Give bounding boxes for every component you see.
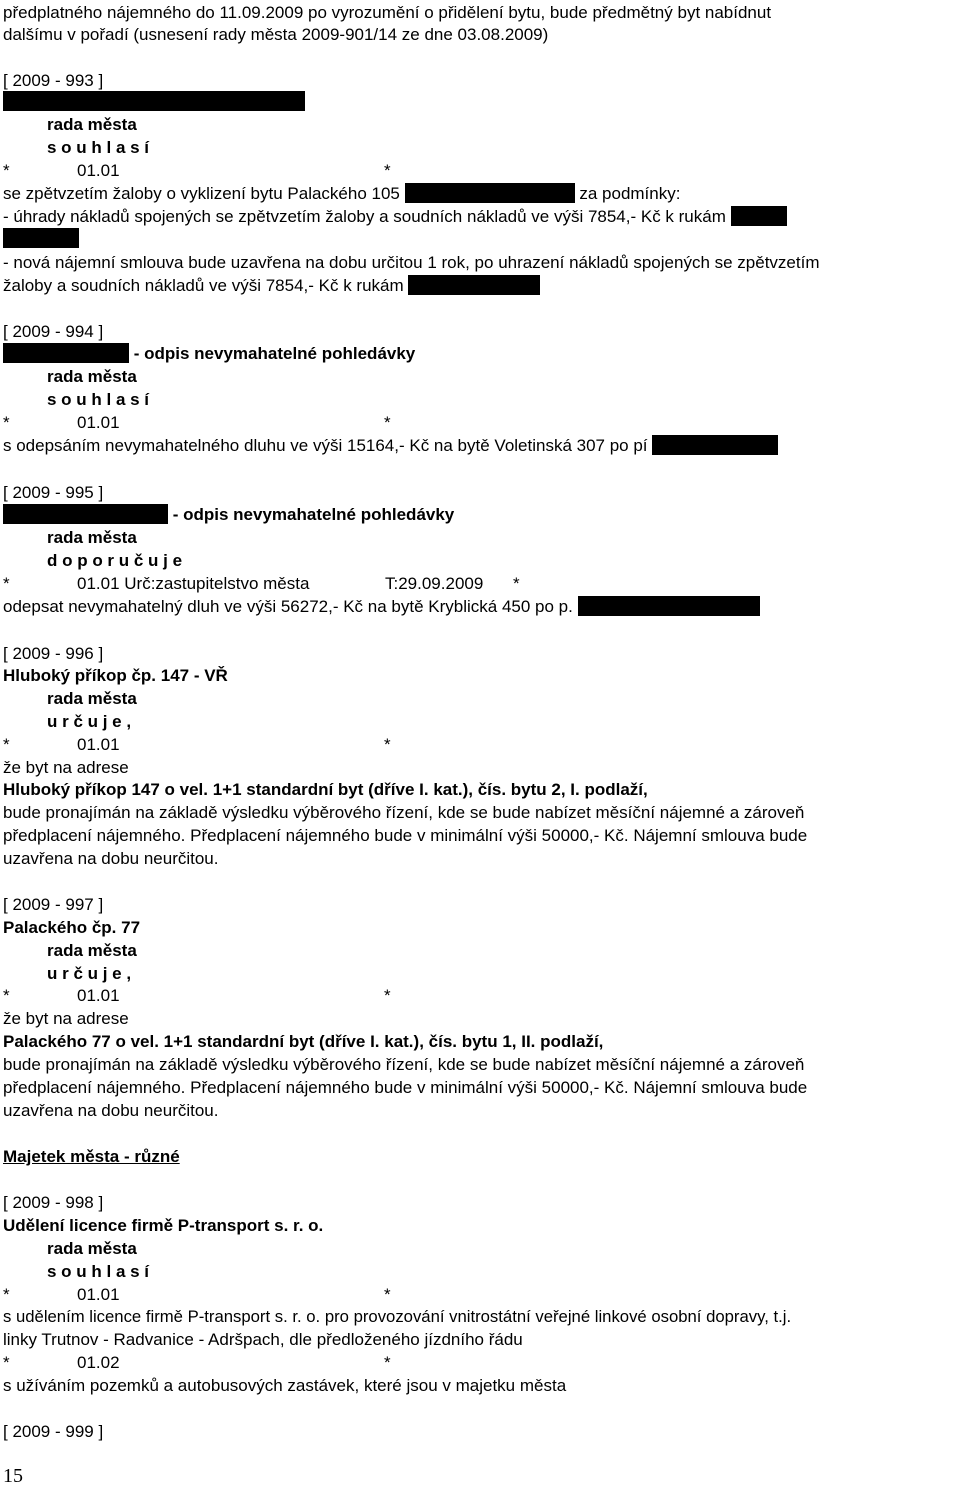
resolution-id: [ 2009 - 993 ] — [3, 71, 104, 90]
resolution-title: Palackého čp. 77 — [3, 918, 141, 937]
redacted-block — [3, 228, 79, 250]
text-line: bude pronajímán na základě výsledku výběrového řízení, kde se bude nabízet měsíční nájemné a zároveň — [3, 803, 805, 822]
text-line: předplacení nájemného. Předplacení nájemného bude v minimální výši 50000,- Kč. Nájemní smlouva bude — [3, 1078, 808, 1097]
text-line: s odepsáním nevymahatelného dluhu ve výši 15164,- Kč na bytě Voletinská 307 po pí — [3, 435, 778, 457]
text-line: bude pronajímán na základě výsledku výběrového řízení, kde se bude nabízet měsíční nájemné a zároveň — [3, 1055, 805, 1074]
text-line: uzavřena na dobu neurčitou. — [3, 849, 219, 868]
council-label: rada města — [47, 1239, 137, 1258]
resolution-id: [ 2009 - 996 ] — [3, 644, 104, 663]
redacted-block — [652, 435, 778, 455]
section-heading: Majetek města - různé — [3, 1147, 180, 1166]
resolution-title: - odpis nevymahatelné pohledávky — [3, 504, 454, 526]
text-line: předplatného nájemného do 11.09.2009 po vyrozumění o přidělení bytu, bude předmětný byt nabídnut — [3, 3, 772, 22]
text-line: se zpětvzetím žaloby o vyklizení bytu Palackého 105 za podmínky: — [3, 184, 681, 203]
resolution-verb: u r č u j e , — [47, 964, 132, 983]
redacted-block — [3, 91, 305, 113]
resolution-verb: s o u h l a s í — [47, 1262, 150, 1281]
resolution-verb: u r č u j e , — [47, 712, 132, 731]
resolution-id: [ 2009 - 998 ] — [3, 1193, 104, 1212]
resolution-id: [ 2009 - 997 ] — [3, 895, 104, 914]
redacted-block — [731, 206, 787, 226]
council-label: rada města — [47, 528, 137, 547]
text-line: dalšímu v pořadí (usnesení rady města 2009-901/14 ze dne 03.08.2009) — [3, 25, 549, 44]
council-label: rada města — [47, 689, 137, 708]
resolution-title: - odpis nevymahatelné pohledávky — [3, 343, 415, 365]
text-line: Hluboký příkop 147 o vel. 1+1 standardní byt (dříve I. kat.), čís. bytu 2, I. podlaží, — [3, 780, 648, 799]
text-line: odepsat nevymahatelný dluh ve výši 56272,- Kč na bytě Kryblická 450 po p. — [3, 596, 760, 618]
text-line: s užíváním pozemků a autobusových zastávek, které jsou v majetku města — [3, 1376, 567, 1395]
text-line: Palackého 77 o vel. 1+1 standardní byt (dříve I. kat.), čís. bytu 1, II. podlaží, — [3, 1032, 604, 1051]
text-line: uzavřena na dobu neurčitou. — [3, 1101, 219, 1120]
text-line: předplacení nájemného. Předplacení nájemného bude v minimální výši 50000,- Kč. Nájemní smlouva bude — [3, 826, 808, 845]
resolution-verb: d o p o r u č u j e — [47, 551, 183, 570]
text-line: že byt na adrese — [3, 1009, 129, 1028]
resolution-verb: s o u h l a s í — [47, 390, 150, 409]
text-line: - nová nájemní smlouva bude uzavřena na dobu určitou 1 rok, po uhrazení nákladů spojených se zpětvzetím — [3, 253, 820, 272]
redacted-block — [408, 275, 540, 295]
resolution-title: Hluboký příkop čp. 147 - VŘ — [3, 666, 228, 685]
text-line: že byt na adrese — [3, 758, 129, 777]
redacted-block — [3, 504, 168, 524]
council-label: rada města — [47, 941, 137, 960]
resolution-verb: s o u h l a s í — [47, 138, 150, 157]
resolution-id: [ 2009 - 995 ] — [3, 483, 104, 502]
text-line: - úhrady nákladů spojených se zpětvzetím žaloby a soudních nákladů ve výši 7854,- Kč k rukám — [3, 206, 787, 228]
redacted-block — [578, 596, 760, 616]
resolution-title: Udělení licence firmě P-transport s. r. o. — [3, 1216, 324, 1235]
council-label: rada města — [47, 367, 137, 386]
council-label: rada města — [47, 115, 137, 134]
resolution-id: [ 2009 - 994 ] — [3, 322, 104, 341]
text-line: žaloby a soudních nákladů ve výši 7854,- Kč k rukám — [3, 275, 540, 297]
redacted-block — [3, 343, 129, 363]
text-line: linky Trutnov - Radvanice - Adršpach, dle předloženého jízdního řádu — [3, 1330, 523, 1349]
text-line: s udělením licence firmě P-transport s. r. o. pro provozování vnitrostátní veřejné linkové osobní dopravy, t.j. — [3, 1307, 792, 1326]
resolution-id: [ 2009 - 999 ] — [3, 1422, 104, 1441]
redacted-block — [405, 183, 575, 203]
page-number: 15 — [3, 1465, 23, 1487]
